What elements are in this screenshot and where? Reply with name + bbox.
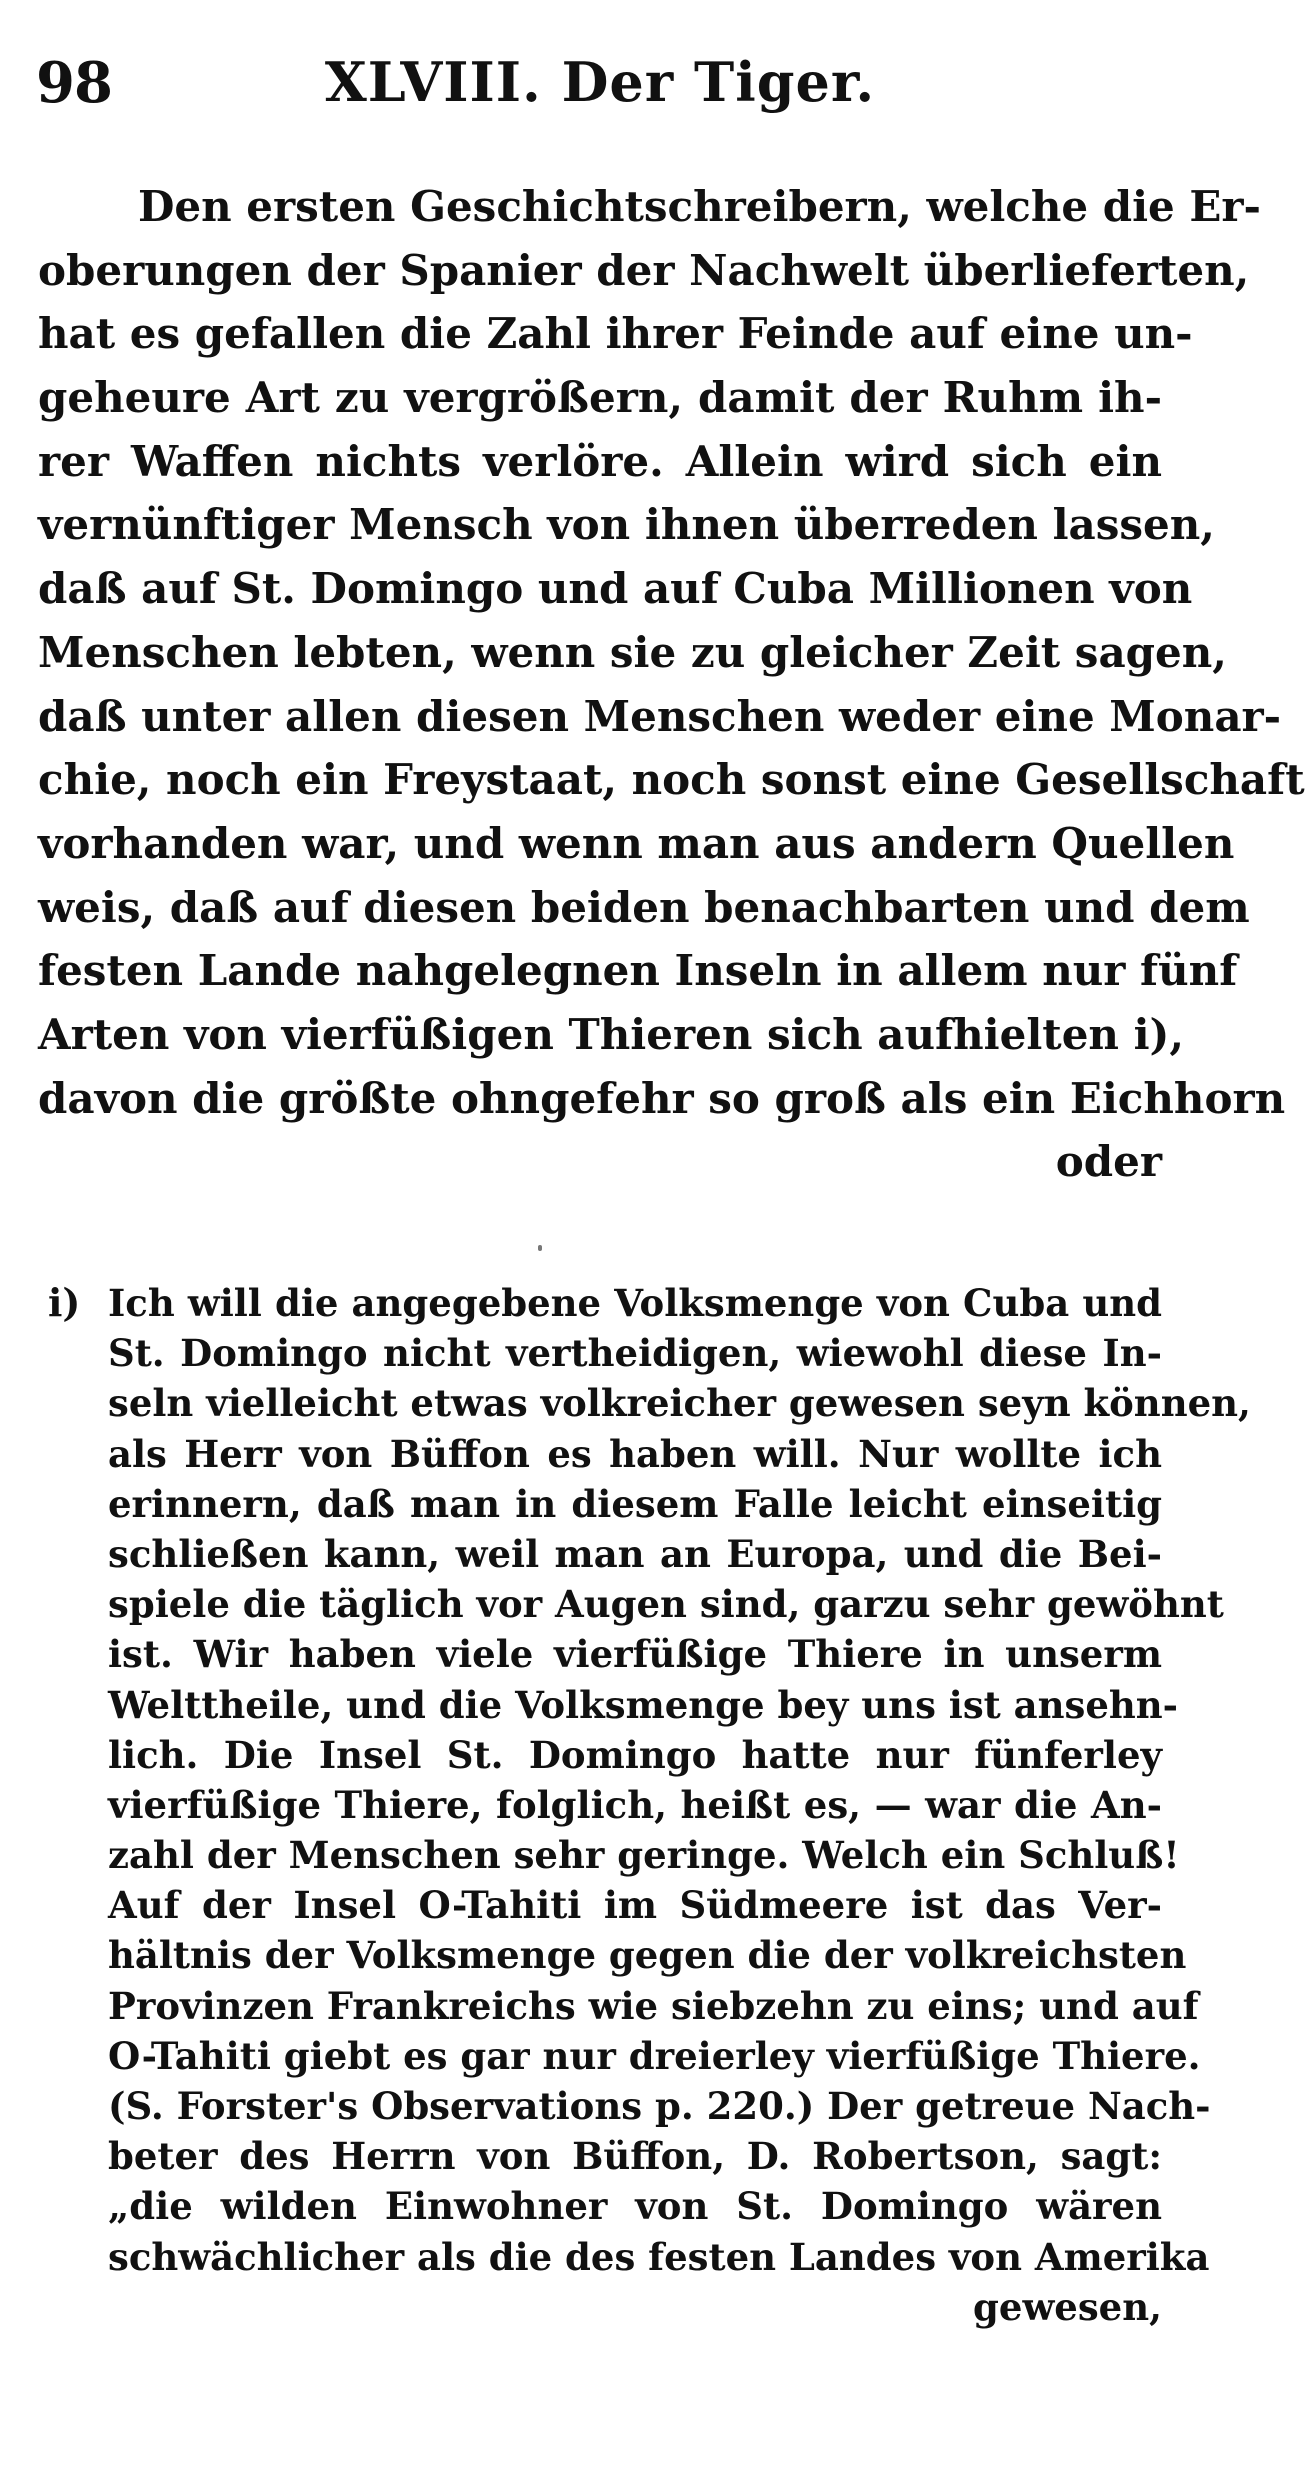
- footnote-line: spiele die täglich vor Augen sind, garzu sehr gewöhnt: [108, 1582, 1224, 1627]
- footnote-line: beter des Herrn von Büffon, D. Robertson, sagt:: [108, 2134, 1162, 2179]
- text-line: Den ersten Geschichtschreibern, welche die Er-: [138, 182, 1261, 231]
- footnote-line: (S. Forster's Observations p. 220.) Der getreue Nach-: [108, 2084, 1211, 2128]
- main-text: [38, 175, 1305, 1194]
- footnote-line: Auf der Insel O-Tahiti im Südmeere ist das Ver-: [108, 1883, 1162, 1928]
- footnote-line: schließen kann, weil man an Europa, und die Bei-: [108, 1531, 1162, 1576]
- text-line: rer Waffen nichts verlöre. Allein wird sich ein: [38, 436, 1162, 486]
- footnote-line: erinnern, daß man in diesem Falle leicht einseitig: [108, 1481, 1162, 1526]
- text-line: oberungen der Spanier der Nachwelt überlieferten,: [38, 245, 1250, 295]
- page-header: [36, 42, 1164, 122]
- catchword: oder: [1055, 1137, 1162, 1187]
- footnote-text: [108, 1278, 1251, 2332]
- footnote-line: Welttheile, und die Volksmenge bey uns ist ansehn-: [108, 1682, 1179, 1727]
- footnote-line: seln vielleicht etwas volkreicher gewesen seyn können,: [108, 1381, 1251, 1426]
- text-line: weis, daß auf diesen beiden benachbarten und dem: [38, 882, 1250, 932]
- footnote-catchword: gewesen,: [973, 2284, 1162, 2329]
- footnote-line: „die wilden Einwohner von St. Domingo wären: [108, 2184, 1162, 2229]
- page-number: 98: [36, 50, 112, 116]
- text-line: daß auf St. Domingo und auf Cuba Millionen von: [38, 564, 1193, 614]
- text-line: vernünftiger Mensch von ihnen überreden lassen,: [38, 500, 1215, 550]
- footnote-line: vierfüßige Thiere, folglich, heißt es, — war die An-: [108, 1782, 1162, 1827]
- text-line: davon die größte ohngefehr so groß als ein Eichhorn: [38, 1073, 1286, 1123]
- footnote-line: schwächlicher als die des festen Landes von Amerika: [108, 2234, 1210, 2279]
- text-line: Menschen lebten, wenn sie zu gleicher Zeit sagen,: [38, 627, 1227, 677]
- footnote-line: O-Tahiti giebt es gar nur dreierley vierfüßige Thiere.: [108, 2033, 1201, 2078]
- running-title: XLVIII. Der Tiger.: [324, 50, 876, 114]
- footnote-line: lich. Die Insel St. Domingo hatte nur fünferley: [108, 1732, 1162, 1777]
- text-line: hat es gefallen die Zahl ihrer Feinde auf eine un-: [38, 309, 1193, 359]
- footnote-line: ist. Wir haben viele vierfüßige Thiere in unserm: [108, 1632, 1162, 1677]
- text-line: chie, noch ein Freystaat, noch sonst eine Gesellschaft: [38, 755, 1305, 805]
- print-speck: [538, 1245, 542, 1251]
- footnote-line: hältnis der Volksmenge gegen die der volkreichsten: [108, 1933, 1187, 1978]
- text-line: daß unter allen diesen Menschen weder eine Monar-: [38, 691, 1282, 741]
- text-line: Arten von vierfüßigen Thieren sich aufhielten i),: [38, 1009, 1185, 1059]
- footnote-line: als Herr von Büffon es haben will. Nur wollte ich: [108, 1431, 1162, 1476]
- footnote-line: Provinzen Frankreichs wie siebzehn zu eins; und auf: [108, 1983, 1199, 2028]
- footnote-line: Ich will die angegebene Volksmenge von Cuba und: [108, 1281, 1162, 1325]
- footnote-marker: i): [48, 1280, 81, 1325]
- text-line: festen Lande nahgelegnen Inseln in allem nur fünf: [38, 946, 1238, 996]
- text-line: geheure Art zu vergrößern, damit der Ruhm ih-: [38, 373, 1162, 423]
- text-line: vorhanden war, und wenn man aus andern Quellen: [38, 818, 1235, 868]
- footnote-line: St. Domingo nicht vertheidigen, wiewohl diese In-: [108, 1331, 1162, 1376]
- footnote-line: zahl der Menschen sehr geringe. Welch ein Schluß!: [108, 1833, 1180, 1878]
